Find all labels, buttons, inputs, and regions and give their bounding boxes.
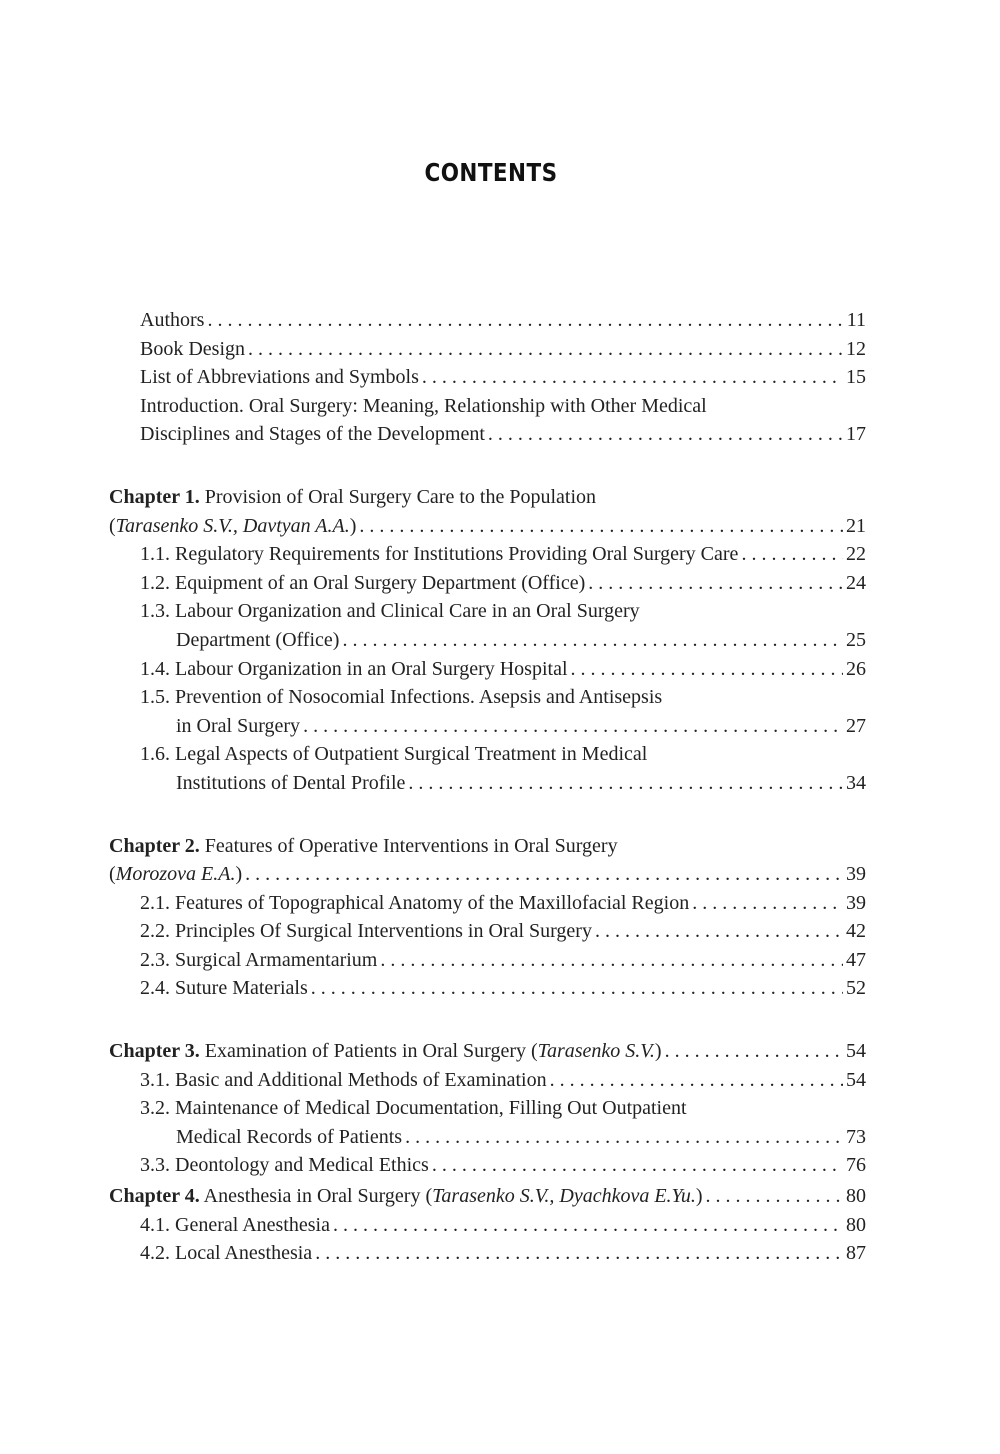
toc-section-1-4[interactable] xyxy=(0,655,866,684)
page-number: 80 xyxy=(846,1213,866,1236)
page-number: 87 xyxy=(846,1242,866,1265)
page-number: 39 xyxy=(846,863,866,886)
page-title: CONTENTS xyxy=(424,158,558,187)
chapter-title: Features of Operative Interventions in Oral Surgery xyxy=(204,834,618,857)
toc-chapter-1[interactable] xyxy=(0,483,866,540)
dot-leader xyxy=(303,712,843,741)
dot-leader xyxy=(692,889,843,918)
page-number: 54 xyxy=(846,1040,866,1063)
chapter-authors: (Tarasenko S.V., Dyachkova E.Yu.) xyxy=(425,1185,703,1208)
toc-section-4-2[interactable] xyxy=(0,1239,866,1268)
toc-entry-introduction[interactable] xyxy=(0,392,866,449)
dot-leader xyxy=(422,363,843,392)
page-number: 52 xyxy=(846,977,866,1000)
toc-section-2-1[interactable] xyxy=(0,889,866,918)
page-number: 25 xyxy=(846,628,866,651)
page-number: 11 xyxy=(846,309,866,331)
dot-leader xyxy=(665,1037,843,1066)
section-title: 2.3. Surgical Armamentarium xyxy=(140,948,378,971)
toc-entry-title: List of Abbreviations and Symbols xyxy=(140,366,419,389)
page-number: 42 xyxy=(846,920,866,943)
dot-leader xyxy=(405,1123,843,1152)
dot-leader xyxy=(588,569,843,598)
dot-leader xyxy=(706,1182,843,1211)
page-number: 24 xyxy=(846,571,866,594)
section-title: 1.2. Equipment of an Oral Surgery Department (Office) xyxy=(140,571,586,594)
section-title-line2: Institutions of Dental Profile xyxy=(176,771,406,794)
chapter-title: Anesthesia in Oral Surgery xyxy=(203,1185,421,1208)
toc-entry-title-line1: Introduction. Oral Surgery: Meaning, Relationship with Other Medical xyxy=(140,394,707,417)
section-title-line1: 1.3. Labour Organization and Clinical Care in an Oral Surgery xyxy=(140,600,640,623)
dot-leader xyxy=(550,1066,843,1095)
chapter-title: Provision of Oral Surgery Care to the Population xyxy=(204,485,596,508)
section-title: 2.2. Principles Of Surgical Interventions in Oral Surgery xyxy=(140,920,592,943)
dot-leader xyxy=(595,917,843,946)
page-number: 80 xyxy=(846,1185,866,1208)
page-number: 73 xyxy=(846,1125,866,1148)
section-title: 3.3. Deontology and Medical Ethics xyxy=(140,1154,429,1177)
section-title: 2.4. Suture Materials xyxy=(140,977,308,1000)
dot-leader xyxy=(315,1239,843,1268)
page-number: 27 xyxy=(846,714,866,737)
section-title: 1.4. Labour Organization in an Oral Surgery Hospital xyxy=(140,657,568,680)
page-number: 76 xyxy=(846,1154,866,1177)
chapter-authors: (Tarasenko S.V., Davtyan A.A.) xyxy=(109,514,357,537)
section-title-line2: Department (Office) xyxy=(176,628,340,651)
toc-chapter-4[interactable] xyxy=(0,1182,866,1211)
page-number: 47 xyxy=(846,948,866,971)
toc-section-2-4[interactable] xyxy=(0,974,866,1003)
chapter-label: Chapter 1. xyxy=(109,485,200,508)
toc-section-1-6[interactable] xyxy=(0,740,866,797)
dot-leader xyxy=(359,512,843,541)
toc-section-2-3[interactable] xyxy=(0,946,866,975)
section-title-line1: 3.2. Maintenance of Medical Documentation, Filling Out Outpatient xyxy=(140,1097,687,1120)
section-title: 3.1. Basic and Additional Methods of Examination xyxy=(140,1068,547,1091)
page-number: 34 xyxy=(846,771,866,794)
chapter-label: Chapter 3. xyxy=(109,1040,200,1063)
page-number: 26 xyxy=(846,657,866,680)
toc-entry-title: Book Design xyxy=(140,337,245,360)
page-number: 54 xyxy=(846,1068,866,1091)
toc-section-1-1[interactable] xyxy=(0,540,866,569)
section-title: 4.2. Local Anesthesia xyxy=(140,1242,313,1265)
toc-entry-title-line2: Disciplines and Stages of the Development xyxy=(140,423,485,446)
page-number: 12 xyxy=(846,337,866,360)
toc-entry-title: Authors xyxy=(140,309,205,331)
toc-section-3-1[interactable] xyxy=(0,1066,866,1095)
section-title: 1.1. Regulatory Requirements for Institutions Providing Oral Surgery Care xyxy=(140,543,739,566)
toc-chapter-2[interactable] xyxy=(0,832,866,889)
dot-leader xyxy=(408,769,843,798)
table-of-contents xyxy=(0,306,1000,1268)
dot-leader xyxy=(488,420,843,449)
dot-leader xyxy=(333,1211,843,1240)
dot-leader xyxy=(571,655,844,684)
dot-leader xyxy=(311,974,843,1003)
section-title: 4.1. General Anesthesia xyxy=(140,1213,330,1236)
section-title-line2: in Oral Surgery xyxy=(176,714,301,737)
toc-chapter-3[interactable] xyxy=(0,1037,866,1066)
dot-leader xyxy=(245,860,843,889)
page-number: 15 xyxy=(846,366,866,389)
chapter-label: Chapter 2. xyxy=(109,834,200,857)
chapter-label: Chapter 4. xyxy=(109,1185,200,1208)
dot-leader xyxy=(248,335,843,364)
section-title: 2.1. Features of Topographical Anatomy of the Maxillofacial Region xyxy=(140,891,690,914)
page-number: 22 xyxy=(846,543,866,566)
toc-entry-authors[interactable] xyxy=(0,306,866,335)
section-title-line2: Medical Records of Patients xyxy=(176,1125,403,1148)
dot-leader xyxy=(207,306,843,335)
chapter-title: Examination of Patients in Oral Surgery xyxy=(204,1040,526,1063)
section-title-line1: 1.5. Prevention of Nosocomial Infections. Asepsis and Antisepsis xyxy=(140,686,663,709)
dot-leader xyxy=(741,540,843,569)
dot-leader xyxy=(342,626,843,655)
chapter-authors: (Morozova E.A.) xyxy=(109,863,243,886)
section-title-line1: 1.6. Legal Aspects of Outpatient Surgical Treatment in Medical xyxy=(140,743,648,766)
page-number: 17 xyxy=(846,423,866,446)
page-number: 21 xyxy=(846,514,866,537)
toc-section-1-3[interactable] xyxy=(0,597,866,654)
page-number: 39 xyxy=(846,891,866,914)
toc-section-2-2[interactable] xyxy=(0,917,866,946)
chapter-authors: (Tarasenko S.V.) xyxy=(531,1040,662,1063)
toc-entry-abbreviations[interactable] xyxy=(0,363,866,392)
dot-leader xyxy=(432,1151,843,1180)
toc-section-1-2[interactable] xyxy=(0,569,866,598)
toc-section-3-3[interactable] xyxy=(0,1151,866,1180)
toc-section-4-1[interactable] xyxy=(0,1211,866,1240)
toc-section-1-5[interactable] xyxy=(0,683,866,740)
toc-entry-book-design[interactable] xyxy=(0,335,866,364)
dot-leader xyxy=(380,946,843,975)
toc-section-3-2[interactable] xyxy=(0,1094,866,1151)
